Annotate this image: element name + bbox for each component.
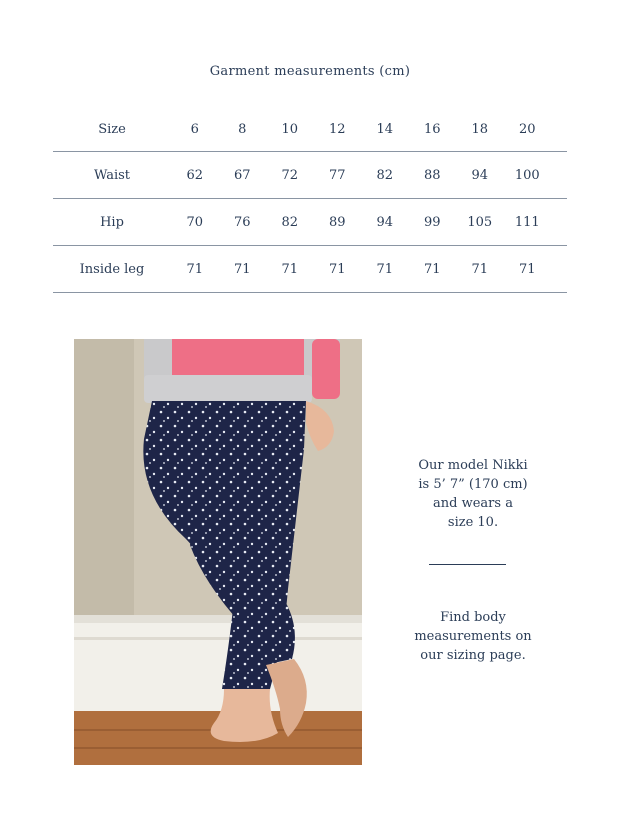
size-header: 14 xyxy=(376,122,394,137)
table-cell: 76 xyxy=(233,214,251,230)
table-cell: 105 xyxy=(467,214,493,230)
table-cell: 77 xyxy=(328,167,346,183)
size-header: 18 xyxy=(471,122,489,137)
model-photo xyxy=(74,339,362,765)
row-label: Waist xyxy=(93,167,131,183)
page-title: Garment measurements (cm) xyxy=(209,64,411,79)
table-cell: 71 xyxy=(423,261,441,277)
table-cell: 82 xyxy=(376,167,394,183)
sizing-note-line: our sizing page. xyxy=(420,648,526,663)
table-row-waist xyxy=(53,152,567,199)
table-cell: 71 xyxy=(328,261,346,277)
row-label: Hip xyxy=(100,214,124,230)
table-cell: 71 xyxy=(471,261,489,277)
table-cell: 94 xyxy=(376,214,394,230)
size-header: 12 xyxy=(328,122,346,137)
table-cell: 111 xyxy=(514,214,540,230)
table-cell: 71 xyxy=(518,261,536,277)
table-cell: 71 xyxy=(281,261,299,277)
table-row-hip xyxy=(53,199,567,246)
table-cell: 99 xyxy=(423,214,441,230)
table-row-inside-leg xyxy=(53,246,567,293)
model-note xyxy=(380,456,566,532)
table-cell: 71 xyxy=(233,261,251,277)
table-cell: 82 xyxy=(281,214,299,230)
row-label: Inside leg xyxy=(79,261,145,277)
size-header: 16 xyxy=(423,122,441,137)
divider xyxy=(429,564,506,565)
model-note-line: size 10. xyxy=(447,515,499,530)
table-cell: 89 xyxy=(328,214,346,230)
model-note-line: and wears a xyxy=(433,496,513,511)
sizing-note-line: measurements on xyxy=(414,629,532,644)
measurements-table xyxy=(53,108,567,293)
table-cell: 72 xyxy=(281,167,299,183)
size-header: 10 xyxy=(281,122,299,137)
sizing-note xyxy=(380,608,566,665)
table-cell: 67 xyxy=(233,167,251,183)
size-header: 8 xyxy=(238,122,247,137)
sizing-note-line: Find body xyxy=(440,610,506,625)
table-cell: 71 xyxy=(376,261,394,277)
model-note-line: is 5’ 7” (170 cm) xyxy=(418,477,528,492)
model-note-line: Our model Nikki xyxy=(418,458,528,473)
table-cell: 62 xyxy=(186,167,204,183)
table-cell: 88 xyxy=(423,167,441,183)
table-header-row xyxy=(53,108,567,152)
table-cell: 70 xyxy=(186,214,204,230)
size-header: 20 xyxy=(518,122,536,137)
table-cell: 71 xyxy=(186,261,204,277)
header-label: Size xyxy=(98,122,126,137)
table-cell: 100 xyxy=(514,167,540,183)
size-header: 6 xyxy=(190,122,199,137)
table-cell: 94 xyxy=(471,167,489,183)
